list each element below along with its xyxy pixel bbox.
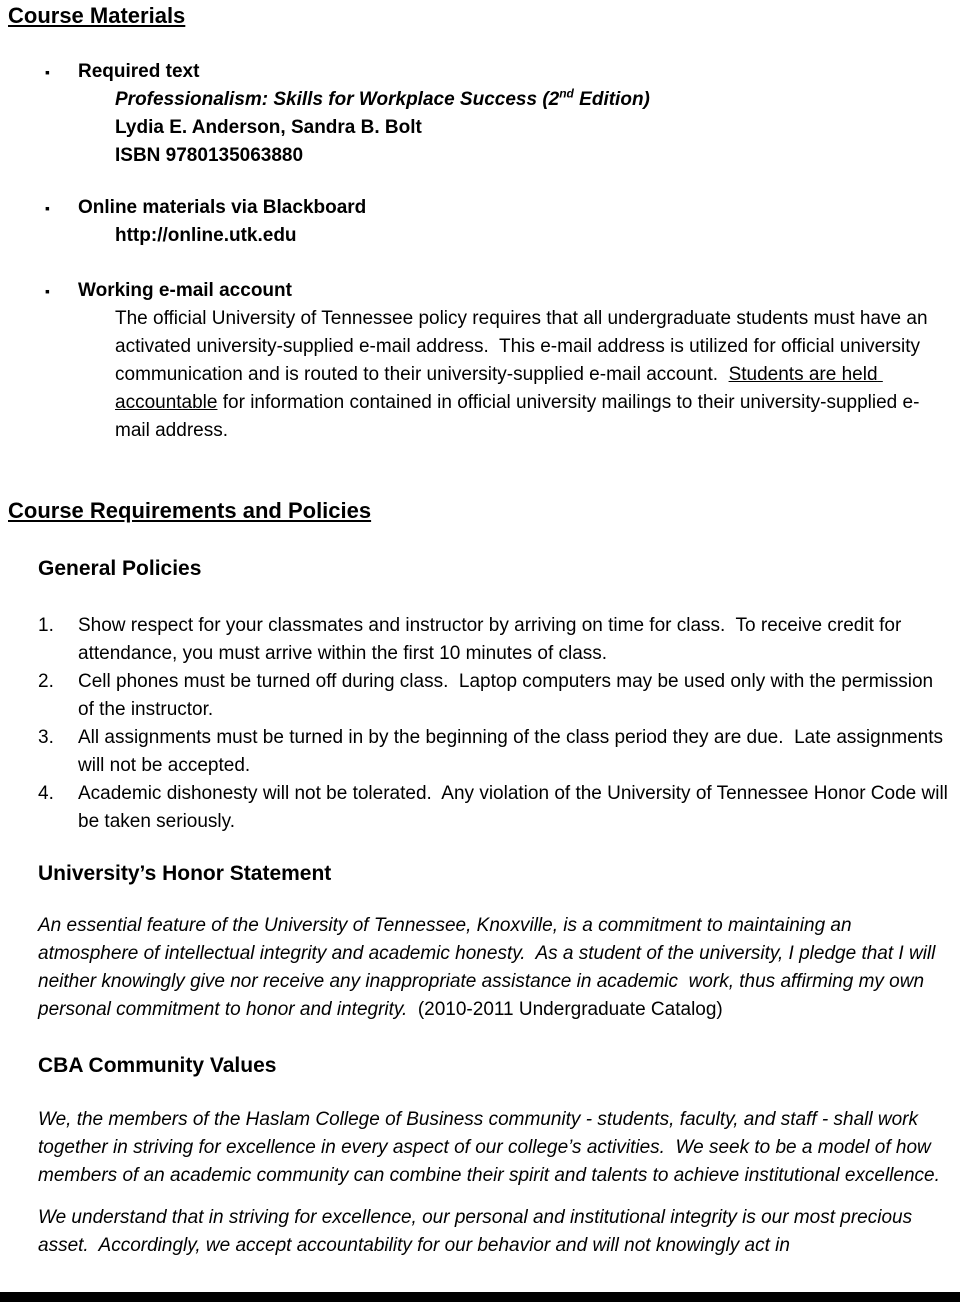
policy-item-number: 1. [38, 615, 54, 636]
policy-item-number: 3. [38, 727, 54, 748]
email-account-label: Working e-mail account [78, 280, 292, 301]
section-title-course-requirements: Course Requirements and Policies [8, 498, 372, 523]
online-materials-details [115, 222, 950, 250]
book-title-superscript: nd [559, 86, 574, 101]
general-policies-list [38, 612, 954, 836]
policy-item-number: 2. [38, 671, 54, 692]
online-materials-label: Online materials via Blackboard [78, 197, 367, 218]
bullet-square-icon: ▪ [45, 64, 50, 80]
book-title [115, 86, 950, 114]
page-bottom-bar [0, 1292, 960, 1302]
email-policy-paragraph [115, 305, 950, 445]
policy-item-text: All assignments must be turned in by the beginning of the class period they are due. Late assignments will not be accepted. [78, 727, 949, 776]
policy-item-4 [38, 780, 954, 836]
subsection-title-honor-statement: University’s Honor Statement [38, 862, 332, 885]
policy-item-1 [38, 612, 950, 668]
policy-item-2 [38, 668, 950, 724]
subsection-title-general-policies: General Policies [38, 557, 202, 580]
honor-statement-text: An essential feature of the University of Tennessee, Knoxville, is a commitment to maintaining an atmosphere of intellectual integrity and academic honesty. As a student of the university, I pledge that I will neither knowingly give nor receive any inappropriate assistance in academic work, thus affirming my own personal commitment to honor and integrity. [38, 915, 941, 1020]
policy-item-text: Academic dishonesty will not be tolerated. Any violation of the University of Tennessee Honor Code will be taken seriously. [78, 783, 954, 832]
subsection-title-cba-values: CBA Community Values [38, 1054, 277, 1077]
policy-item-text: Show respect for your classmates and instructor by arriving on time for class. To receive credit for attendance, you must arrive within the first 10 minutes of class. [78, 615, 907, 664]
required-text-block [45, 58, 950, 170]
book-title-pre: Professionalism: Skills for Workplace Success (2 [115, 89, 560, 110]
book-authors: Lydia E. Anderson, Sandra B. Bolt [115, 117, 422, 138]
book-title-post: Edition) [573, 89, 650, 110]
required-text-row [45, 58, 950, 86]
email-account-row [45, 277, 950, 305]
honor-statement-citation: (2010-2011 Undergraduate Catalog) [407, 999, 723, 1020]
policy-item-number: 4. [38, 783, 54, 804]
cba-values-paragraph-1: We, the members of the Haslam College of Business community - students, faculty, and staff - shall work together in striving for excellence in every aspect of our college’s activities. We seek to be a model of how members of an academic community can combine their spirit and talents to achieve institutional excellence. [38, 1109, 940, 1186]
email-policy-underlined-phrase: Students are held accountable [115, 364, 883, 413]
email-policy-text-pre: The official University of Tennessee policy requires that all undergraduate students must have an activated university-supplied e-mail address. This e-mail address is utilized for official university communication and is routed to their university-supplied e-mail account. [115, 308, 933, 385]
honor-statement-paragraph [38, 912, 950, 1024]
required-text-details [115, 86, 950, 170]
cba-values-paragraph-2: We understand that in striving for excellence, our personal and institutional integrity is our most precious asset. Accordingly, we accept accountability for our behavior and will not knowingly act in [38, 1207, 918, 1256]
required-text-label: Required text [78, 61, 200, 82]
book-isbn: ISBN 9780135063880 [115, 145, 304, 166]
policy-item-3 [38, 724, 950, 780]
email-account-block [45, 277, 950, 445]
policy-item-text: Cell phones must be turned off during class. Laptop computers may be used only with the permission of the instructor. [78, 671, 939, 720]
section-title-course-materials: Course Materials [8, 3, 186, 28]
email-policy-text-post: for information contained in official university mailings to their university-supplied e-mail address. [115, 392, 920, 441]
blackboard-url-link[interactable]: http://online.utk.edu [115, 225, 297, 246]
online-materials-block [45, 194, 950, 250]
bullet-square-icon: ▪ [45, 200, 50, 216]
online-materials-row [45, 194, 950, 222]
bullet-square-icon: ▪ [45, 283, 50, 299]
